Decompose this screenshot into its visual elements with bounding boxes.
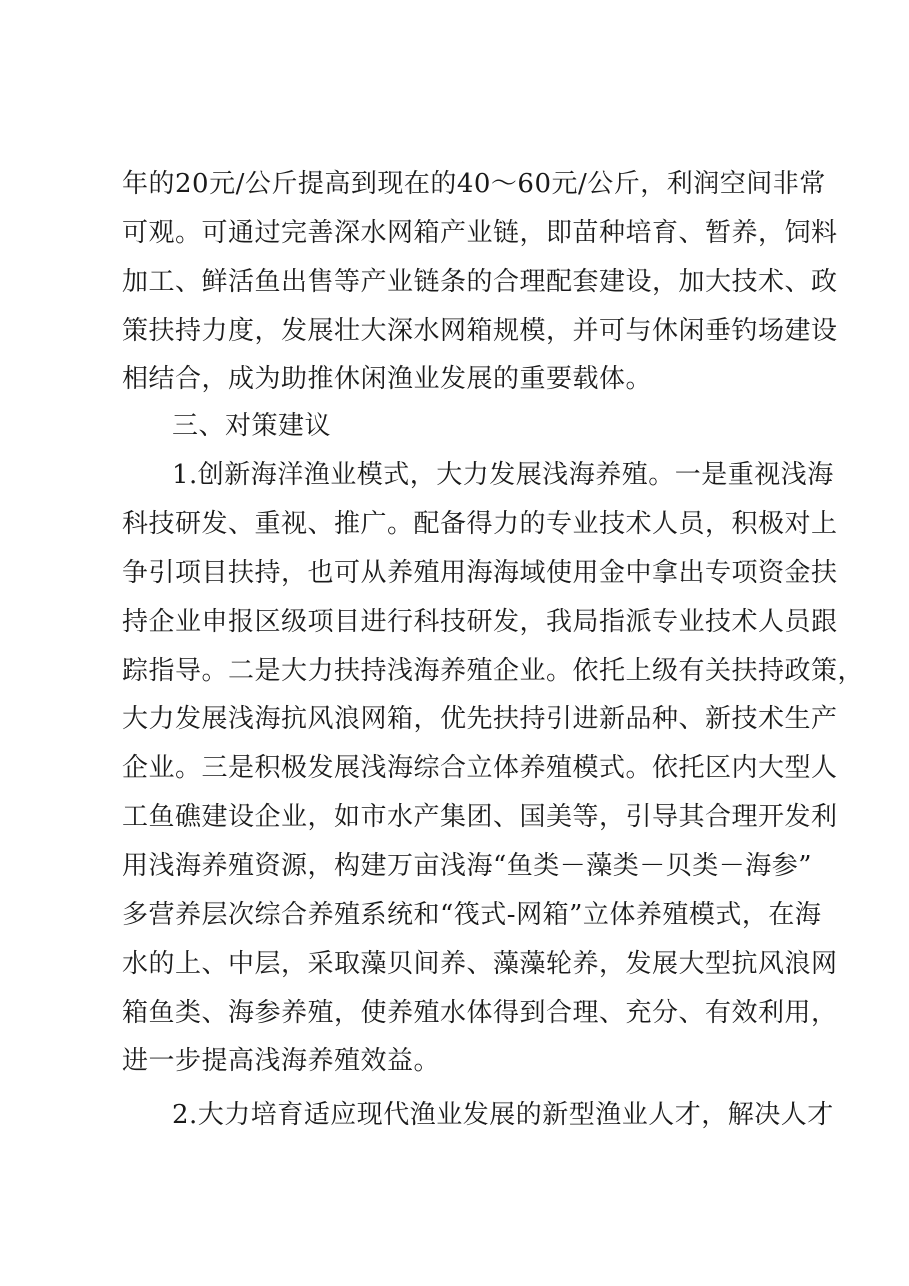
text-line: 策扶持力度，发展壮大深水网箱规模，并可与休闲垂钓场建设	[122, 316, 838, 346]
text-line: 箱鱼类、海参养殖，使养殖水体得到合理、充分、有效利用，	[122, 998, 838, 1028]
text-line: 工鱼礁建设企业，如市水产集团、国美等，引导其合理开发利	[122, 802, 838, 832]
text-line: 争引项目扶持，也可从养殖用海海域使用金中拿出专项资金扶	[122, 558, 838, 588]
text-line: 用浅海养殖资源，构建万亩浅海“鱼类－藻类－贝类－海参”	[122, 851, 813, 881]
text-line: 1.创新海洋渔业模式，大力发展浅海养殖。一是重视浅海	[172, 460, 834, 490]
text-line: 加工、鲜活鱼出售等产业链条的合理配套建设，加大技术、政	[122, 267, 838, 297]
text-line: 可观。可通过完善深水网箱产业链，即苗种培育、暂养，饲料	[122, 218, 838, 248]
text-line: 踪指导。二是大力扶持浅海养殖企业。依托上级有关扶持政策，	[122, 656, 865, 686]
text-line: 多营养层次综合养殖系统和“筏式-网箱”立体养殖模式，在海	[122, 900, 822, 930]
text-line: 水的上、中层，采取藻贝间养、藻藻轮养，发展大型抗风浪网	[122, 949, 838, 979]
text-line: 企业。三是积极发展浅海综合立体养殖模式。依托区内大型人	[122, 753, 838, 783]
text-line: 相结合，成为助推休闲渔业发展的重要载体。	[122, 364, 653, 394]
section-heading: 三、对策建议	[172, 411, 332, 441]
text-line: 持企业申报区级项目进行科技研发，我局指派专业技术人员跟	[122, 607, 838, 637]
text-line: 大力发展浅海抗风浪网箱，优先扶持引进新品种、新技术生产	[122, 704, 838, 734]
text-line: 进一步提高浅海养殖效益。	[122, 1046, 441, 1076]
text-line: 2.大力培育适应现代渔业发展的新型渔业人才，解决人才	[172, 1100, 834, 1130]
text-line: 科技研发、重视、推广。配备得力的专业技术人员，积极对上	[122, 509, 838, 539]
text-line: 年的20元/公斤提高到现在的40～60元/公斤，利润空间非常	[122, 169, 826, 199]
